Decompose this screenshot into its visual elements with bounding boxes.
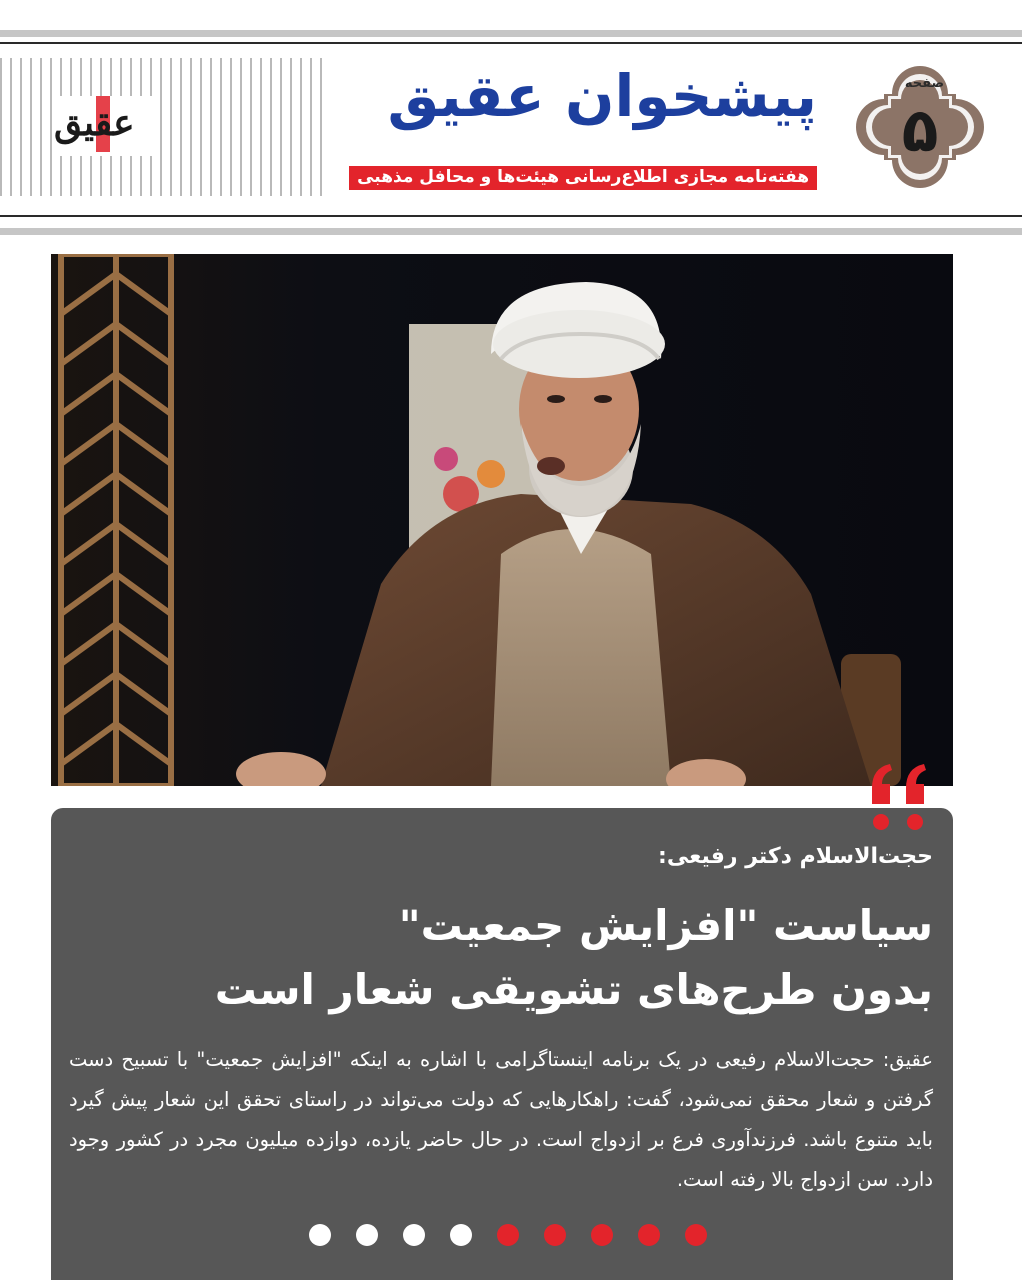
carousel-dot[interactable] [403,1224,425,1246]
carousel-dot[interactable] [638,1224,660,1246]
carousel-pagination [309,1224,707,1246]
carousel-dot[interactable] [450,1224,472,1246]
quote-card [51,808,953,1280]
headline-line-2: بدون طرح‌های تشویقی شعار است [214,965,933,1014]
article-body: عقیق: حجت‌الاسلام رفیعی در یک برنامه اینستاگرامی با اشاره به اینکه "افزایش جمعیت" با تسبیح دست گرفتن و شعار محقق نمی‌شود، گفت: راهکارهایی که دولت می‌تواند در راستای تحقق این شعار پیش گیرد باید متنوع باشد. فرزندآوری فرع بر ازدواج است. در حال حاضر یازده، دوازده میلیون مجرد در کشور وجود دارد. سن ازدواج بالا رفته است. [69,1048,933,1191]
masthead-top-rule [0,30,1022,37]
masthead-stripe-panel [0,58,330,196]
page-number-badge [856,66,984,188]
carousel-dot[interactable] [309,1224,331,1246]
logo-text: عقیق [54,102,135,144]
headline [73,894,933,1022]
page-label: صفحه [904,76,944,91]
carousel-dot[interactable] [497,1224,519,1246]
carousel-dot[interactable] [591,1224,613,1246]
quote-mark-icon [866,764,934,834]
headline-line-1: سیاست "افزایش جمعیت" [398,901,933,950]
carousel-dot[interactable] [356,1224,378,1246]
carousel-dot[interactable] [685,1224,707,1246]
cleric-portrait-image [51,254,953,786]
masthead-bottom-thin-rule [0,215,1022,217]
aghigh-logo [52,96,152,156]
carousel-dot[interactable] [544,1224,566,1246]
masthead-bottom-rule [0,228,1022,235]
page-number: ۵ [901,96,939,166]
speaker-kicker: حجت‌الاسلام دکتر رفیعی: [658,844,933,869]
masthead-title: پیشخوان عقیق [387,62,817,130]
portrait-illustration [51,254,953,786]
masthead-top-thin-rule [0,42,1022,44]
masthead-subtitle: هفته‌نامه مجازی اطلاع‌رسانی هیئت‌ها و محافل مذهبی [349,166,817,190]
